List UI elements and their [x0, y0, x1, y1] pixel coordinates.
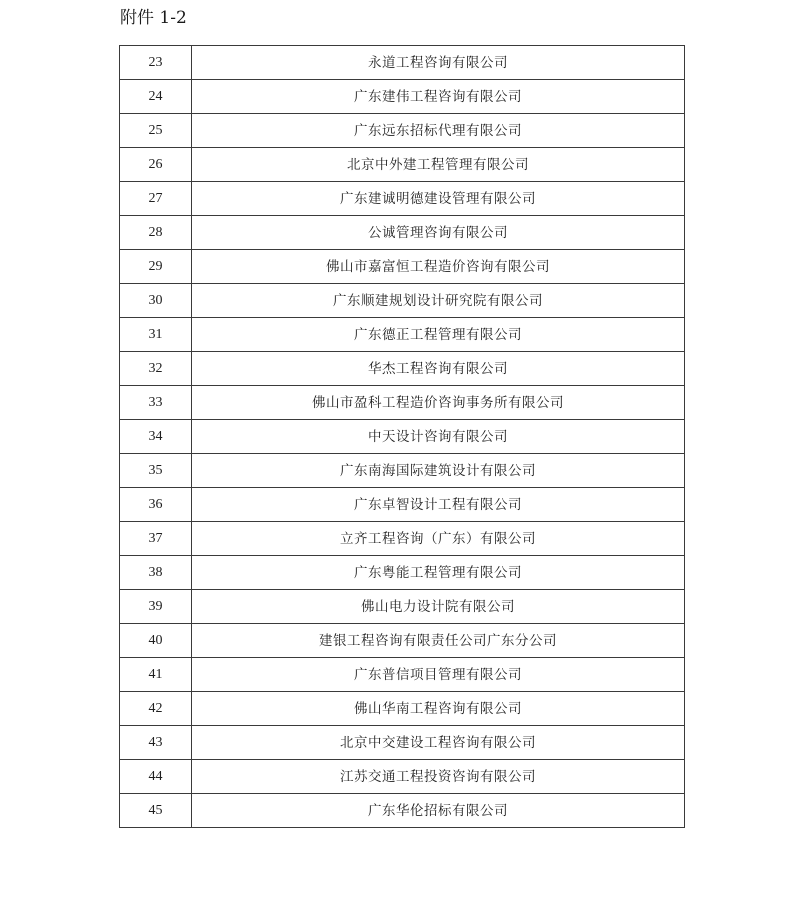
- company-name: 中天设计咨询有限公司: [192, 420, 685, 454]
- company-name: 广东华伦招标有限公司: [192, 794, 685, 828]
- row-number: 36: [120, 488, 192, 522]
- table-row: [120, 80, 685, 114]
- row-number: 45: [120, 794, 192, 828]
- table-row: [120, 182, 685, 216]
- table-row: [120, 420, 685, 454]
- row-number: 43: [120, 726, 192, 760]
- attachment-label: 附件 1-2: [120, 8, 187, 28]
- row-number: 31: [120, 318, 192, 352]
- company-name: 广东建伟工程咨询有限公司: [192, 80, 685, 114]
- company-name: 广东建诚明德建设管理有限公司: [192, 182, 685, 216]
- company-name: 立齐工程咨询（广东）有限公司: [192, 522, 685, 556]
- table-row: [120, 624, 685, 658]
- table-row: [120, 726, 685, 760]
- company-name: 广东顺建规划设计研究院有限公司: [192, 284, 685, 318]
- table-row: [120, 556, 685, 590]
- row-number: 39: [120, 590, 192, 624]
- company-name: 广东南海国际建筑设计有限公司: [192, 454, 685, 488]
- company-name: 广东粤能工程管理有限公司: [192, 556, 685, 590]
- row-number: 26: [120, 148, 192, 182]
- row-number: 23: [120, 46, 192, 80]
- table-row: [120, 318, 685, 352]
- table-row: [120, 760, 685, 794]
- company-name: 佛山华南工程咨询有限公司: [192, 692, 685, 726]
- company-name: 公诚管理咨询有限公司: [192, 216, 685, 250]
- row-number: 29: [120, 250, 192, 284]
- company-name: 佛山市盈科工程造价咨询事务所有限公司: [192, 386, 685, 420]
- row-number: 33: [120, 386, 192, 420]
- company-name: 广东远东招标代理有限公司: [192, 114, 685, 148]
- table-row: [120, 658, 685, 692]
- table-row: [120, 352, 685, 386]
- row-number: 35: [120, 454, 192, 488]
- company-name: 广东卓智设计工程有限公司: [192, 488, 685, 522]
- table-row: [120, 454, 685, 488]
- row-number: 41: [120, 658, 192, 692]
- company-name: 永道工程咨询有限公司: [192, 46, 685, 80]
- company-name: 建银工程咨询有限责任公司广东分公司: [192, 624, 685, 658]
- company-name: 佛山电力设计院有限公司: [192, 590, 685, 624]
- table-row: [120, 284, 685, 318]
- company-name: 北京中交建设工程咨询有限公司: [192, 726, 685, 760]
- table-row: [120, 216, 685, 250]
- table-row: [120, 488, 685, 522]
- table-row: [120, 522, 685, 556]
- company-name: 北京中外建工程管理有限公司: [192, 148, 685, 182]
- row-number: 30: [120, 284, 192, 318]
- row-number: 34: [120, 420, 192, 454]
- row-number: 40: [120, 624, 192, 658]
- company-name: 江苏交通工程投资咨询有限公司: [192, 760, 685, 794]
- table-row: [120, 114, 685, 148]
- table-row: [120, 46, 685, 80]
- table-row: [120, 386, 685, 420]
- company-name: 广东普信项目管理有限公司: [192, 658, 685, 692]
- row-number: 38: [120, 556, 192, 590]
- row-number: 32: [120, 352, 192, 386]
- company-name: 佛山市嘉富恒工程造价咨询有限公司: [192, 250, 685, 284]
- table-row: [120, 148, 685, 182]
- row-number: 28: [120, 216, 192, 250]
- row-number: 24: [120, 80, 192, 114]
- row-number: 44: [120, 760, 192, 794]
- row-number: 42: [120, 692, 192, 726]
- table-row: [120, 250, 685, 284]
- row-number: 27: [120, 182, 192, 216]
- company-table-body: [120, 46, 685, 828]
- row-number: 25: [120, 114, 192, 148]
- table-row: [120, 794, 685, 828]
- company-name: 广东德正工程管理有限公司: [192, 318, 685, 352]
- table-row: [120, 692, 685, 726]
- table-row: [120, 590, 685, 624]
- row-number: 37: [120, 522, 192, 556]
- company-table: [119, 45, 685, 828]
- company-name: 华杰工程咨询有限公司: [192, 352, 685, 386]
